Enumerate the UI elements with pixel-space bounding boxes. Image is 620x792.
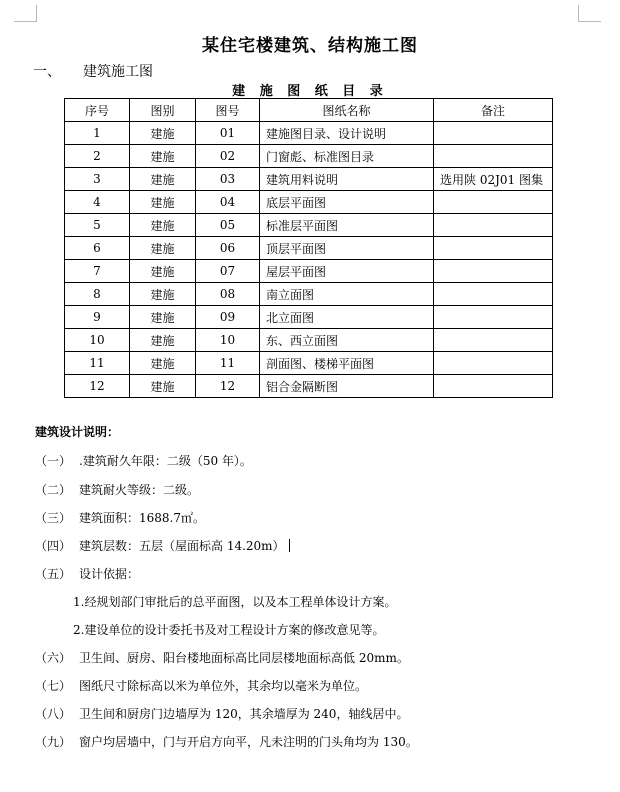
cell-category: 建施 [130, 352, 196, 375]
cell-drawing-no: 04 [196, 191, 260, 214]
table-row [65, 375, 553, 398]
note-marker: （八） [35, 707, 72, 721]
table-row [65, 260, 553, 283]
cell-drawing-name: 屋层平面图 [260, 260, 434, 283]
cell-remarks [434, 214, 553, 237]
table-header-row [65, 99, 553, 122]
cell-drawing-name: 北立面图 [260, 306, 434, 329]
cell-remarks [434, 237, 553, 260]
cell-drawing-no: 03 [196, 168, 260, 191]
design-note-item [35, 537, 290, 554]
table-caption: 建 施 图 纸 目 录 [232, 84, 388, 99]
cell-serial-no: 9 [65, 306, 130, 329]
cell-category: 建施 [130, 375, 196, 398]
design-basis-item: 2.建设单位的设计委托书及对工程设计方案的修改意见等。 [73, 623, 385, 637]
cell-remarks [434, 191, 553, 214]
cell-drawing-name: 顶层平面图 [260, 237, 434, 260]
table-row [65, 306, 553, 329]
cell-drawing-name: 剖面图、楼梯平面图 [260, 352, 434, 375]
note-marker: （九） [35, 735, 72, 749]
cell-drawing-no: 11 [196, 352, 260, 375]
cell-remarks [434, 352, 553, 375]
design-basis-item: 1.经规划部门审批后的总平面图，以及本工程单体设计方案。 [73, 595, 397, 609]
cell-drawing-no: 01 [196, 122, 260, 145]
cell-serial-no: 6 [65, 237, 130, 260]
cell-remarks [434, 329, 553, 352]
header-remarks: 备注 [434, 99, 553, 122]
cell-remarks [434, 283, 553, 306]
design-note-item [35, 509, 205, 526]
note-text: 窗户均居墙中，门与开启方向平，凡未注明的门头角均为 130。 [79, 735, 418, 749]
cell-serial-no: 10 [65, 329, 130, 352]
cell-remarks: 选用陕 02J01 图集 [434, 168, 553, 191]
header-category: 图别 [130, 99, 196, 122]
design-note-item [35, 481, 199, 498]
note-marker: （六） [35, 651, 72, 665]
cell-drawing-name: 南立面图 [260, 283, 434, 306]
cell-serial-no: 1 [65, 122, 130, 145]
cell-serial-no: 3 [65, 168, 130, 191]
cell-category: 建施 [130, 260, 196, 283]
cell-category: 建施 [130, 145, 196, 168]
cell-drawing-name: 标准层平面图 [260, 214, 434, 237]
cell-category: 建施 [130, 283, 196, 306]
document-title: 某住宅楼建筑、结构施工图 [202, 36, 418, 56]
table-row [65, 237, 553, 260]
cell-drawing-no: 05 [196, 214, 260, 237]
cell-category: 建施 [130, 214, 196, 237]
header-drawing-name: 图纸名称 [260, 99, 434, 122]
cell-category: 建施 [130, 306, 196, 329]
cell-category: 建施 [130, 168, 196, 191]
table-row [65, 352, 553, 375]
note-marker: （二） [35, 483, 72, 497]
note-text: .建筑耐久年限：二级（50 年）。 [79, 454, 252, 468]
note-text: 卫生间、厨房、阳台楼地面标高比同层楼地面标高低 20mm。 [79, 651, 409, 665]
table-row [65, 168, 553, 191]
cell-remarks [434, 375, 553, 398]
note-marker: （四） [35, 539, 72, 553]
design-note-item [35, 452, 252, 469]
table-row [65, 145, 553, 168]
cell-drawing-no: 12 [196, 375, 260, 398]
cell-drawing-name: 底层平面图 [260, 191, 434, 214]
cell-drawing-no: 10 [196, 329, 260, 352]
cell-drawing-no: 07 [196, 260, 260, 283]
table-row [65, 122, 553, 145]
page-margin-corner-top-right [578, 5, 601, 22]
note-text: 建筑耐火等级：二级。 [79, 483, 200, 497]
note-marker: （五） [35, 567, 72, 581]
section-label: 建筑施工图 [83, 64, 153, 80]
design-notes-heading: 建筑设计说明： [35, 425, 120, 439]
design-note-item [35, 677, 367, 694]
section-heading [33, 61, 153, 81]
cell-serial-no: 2 [65, 145, 130, 168]
note-text: 卫生间和厨房门边墙厚为 120，其余墙厚为 240，轴线居中。 [79, 707, 409, 721]
cell-drawing-name: 建筑用料说明 [260, 168, 434, 191]
cell-serial-no: 5 [65, 214, 130, 237]
cell-remarks [434, 122, 553, 145]
cell-drawing-name: 建施图目录、设计说明 [260, 122, 434, 145]
page-margin-corner-top-left [14, 5, 37, 22]
cell-drawing-no: 08 [196, 283, 260, 306]
cell-category: 建施 [130, 237, 196, 260]
drawing-index-table [64, 98, 553, 398]
note-marker: （三） [35, 511, 72, 525]
design-note-item [35, 565, 139, 582]
cell-serial-no: 8 [65, 283, 130, 306]
cell-category: 建施 [130, 191, 196, 214]
cell-drawing-name: 门窗彪、标准图目录 [260, 145, 434, 168]
cell-serial-no: 7 [65, 260, 130, 283]
table-row [65, 283, 553, 306]
design-note-item [35, 733, 418, 750]
note-marker: （七） [35, 679, 72, 693]
text-cursor [289, 539, 290, 552]
cell-category: 建施 [130, 122, 196, 145]
cell-drawing-no: 02 [196, 145, 260, 168]
note-text: 建筑层数：五层（屋面标高 14.20m） [79, 539, 285, 553]
table-row [65, 191, 553, 214]
cell-remarks [434, 260, 553, 283]
note-text: 图纸尺寸除标高以米为单位外，其余均以毫米为单位。 [79, 679, 368, 693]
cell-serial-no: 12 [65, 375, 130, 398]
header-drawing-no: 图号 [196, 99, 260, 122]
note-marker: （一） [35, 454, 72, 468]
note-text: 建筑面积：1688.7㎡。 [79, 511, 205, 525]
cell-category: 建施 [130, 329, 196, 352]
header-serial-no: 序号 [65, 99, 130, 122]
cell-drawing-name: 铝合金隔断图 [260, 375, 434, 398]
design-note-item [35, 649, 409, 666]
design-note-item [35, 705, 408, 722]
section-number: 一、 [33, 64, 61, 80]
cell-drawing-name: 东、西立面图 [260, 329, 434, 352]
cell-remarks [434, 306, 553, 329]
cell-remarks [434, 145, 553, 168]
note-text: 设计依据： [79, 567, 140, 581]
table-row [65, 214, 553, 237]
cell-drawing-no: 09 [196, 306, 260, 329]
cell-serial-no: 11 [65, 352, 130, 375]
cell-drawing-no: 06 [196, 237, 260, 260]
table-row [65, 329, 553, 352]
cell-serial-no: 4 [65, 191, 130, 214]
